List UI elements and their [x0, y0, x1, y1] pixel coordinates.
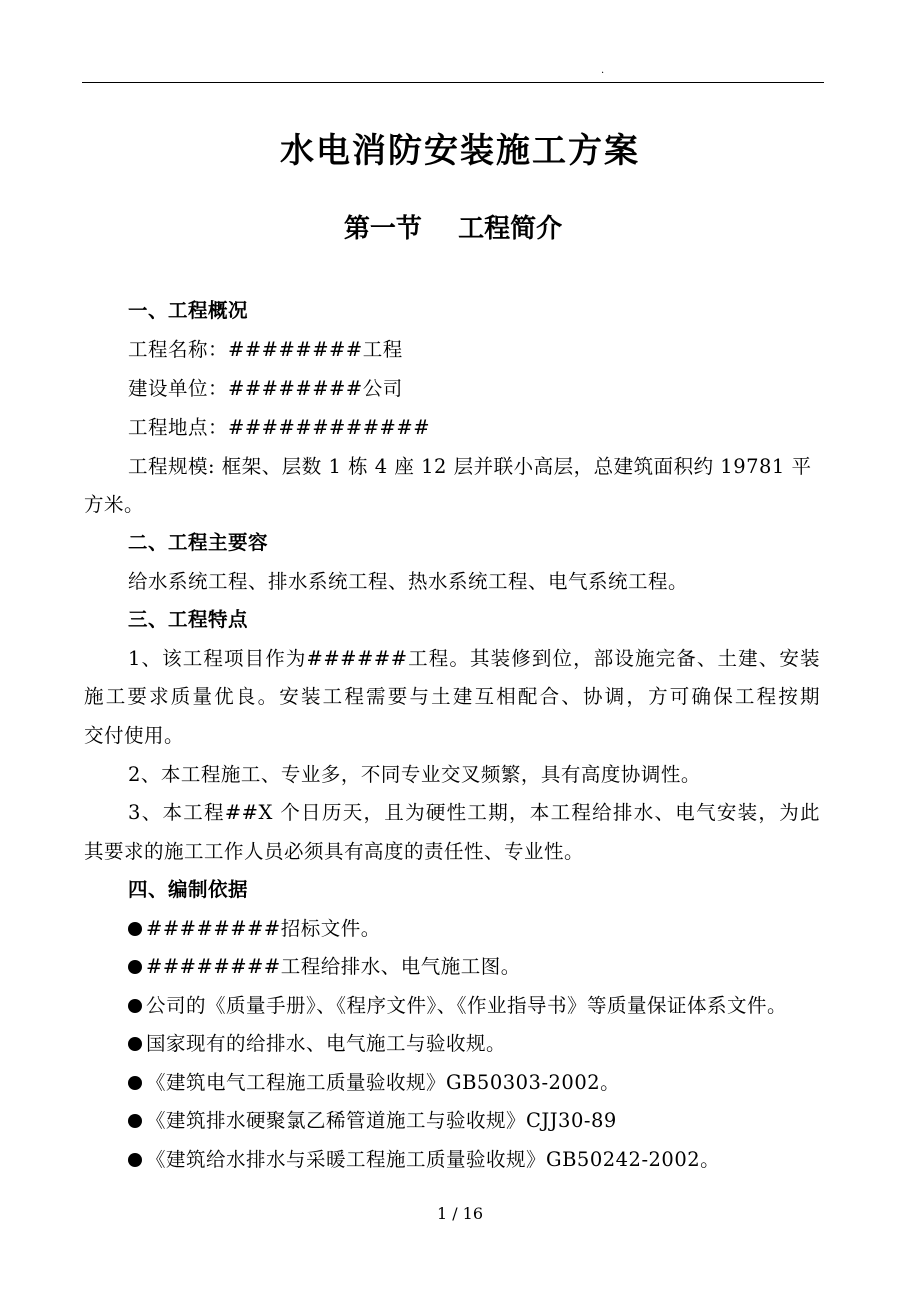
project-name: 工程名称：########工程 — [128, 338, 403, 361]
contents-text: 给水系统工程、排水系统工程、热水系统工程、电气系统工程。 — [128, 570, 689, 593]
bullet-icon — [128, 922, 142, 936]
project-location: 工程地点：############ — [128, 416, 431, 439]
project-scale-line-1: 工程规模: 框架、层数 1 栋 4 座 12 层并联小高层，总建筑面积约 19781 平 — [128, 455, 812, 478]
feature-3-line-2: 其要求的施工工作人员必须具有高度的责任性、专业性。 — [84, 840, 585, 863]
bullet-icon — [128, 1076, 142, 1090]
project-scale-line-2: 方米。 — [84, 493, 145, 516]
bullet-icon — [128, 1114, 142, 1128]
bullet-icon — [128, 1153, 142, 1167]
bullet-icon — [128, 1037, 142, 1051]
header-rule — [82, 82, 824, 83]
basis-item: 国家现有的给排水、电气施工与验收规。 — [128, 1031, 506, 1057]
feature-3-line-1: 3、本工程##X 个日历天，且为硬性工期，本工程给排水、电气安装，为此 — [128, 801, 820, 824]
basis-item: 公司的《质量手册》、《程序文件》、《作业指导书》等质量保证体系文件。 — [128, 993, 787, 1019]
feature-1-line-2: 施工要求质量优良。安装工程需要与土建互相配合、协调，方可确保工程按期 — [84, 685, 820, 708]
feature-1-line-1: 1、该工程项目作为######工程。其装修到位，部设施完备、土建、安装 — [128, 647, 820, 670]
overview-heading: 一、工程概况 — [128, 299, 249, 322]
contents-heading: 二、工程主要容 — [128, 531, 269, 554]
basis-item: 《建筑给水排水与采暖工程施工质量验收规》GB50242-2002。 — [128, 1147, 720, 1173]
construction-client: 建设单位：########公司 — [128, 377, 403, 400]
basis-item: ########招标文件。 — [128, 916, 381, 942]
feature-1-line-3: 交付使用。 — [84, 724, 185, 747]
bullet-icon — [128, 999, 142, 1013]
section-title: 第一节 工程简介 — [343, 214, 563, 244]
basis-heading: 四、编制依据 — [128, 878, 249, 901]
document-title: 水电消防安装施工方案 — [280, 131, 640, 171]
features-heading: 三、工程特点 — [128, 608, 249, 631]
header-mark: . — [601, 65, 605, 76]
basis-item: ########工程给排水、电气施工图。 — [128, 954, 521, 980]
basis-item: 《建筑排水硬聚氯乙稀管道施工与验收规》CJJ30-89 — [128, 1108, 617, 1134]
page-number: 1 / 16 — [436, 1204, 484, 1223]
feature-2: 2、本工程施工、专业多，不同专业交叉频繁，具有高度协调性。 — [128, 763, 701, 786]
bullet-icon — [128, 960, 142, 974]
basis-item: 《建筑电气工程施工质量验收规》GB50303-2002。 — [128, 1070, 620, 1096]
